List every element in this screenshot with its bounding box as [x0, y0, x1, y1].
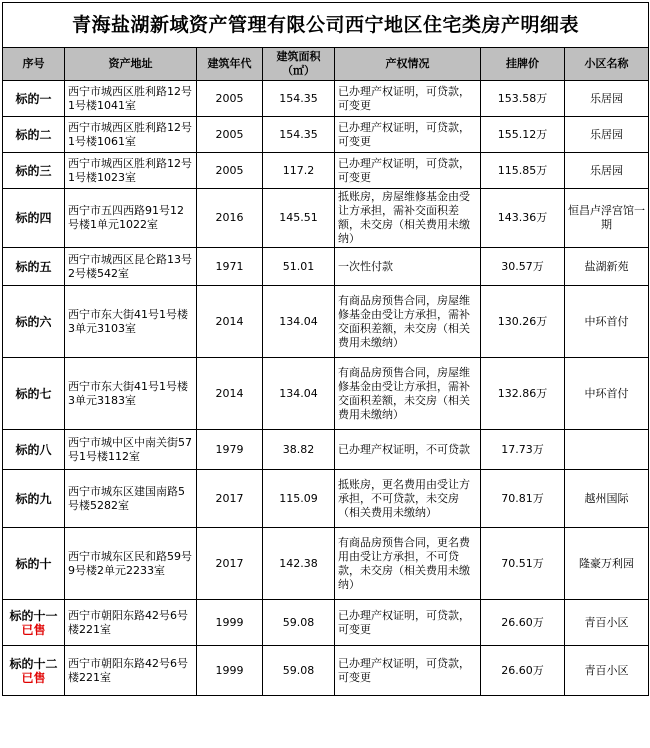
table-row: [3, 430, 649, 470]
row-number: [3, 117, 65, 153]
row-rights: 一次性付款: [335, 248, 481, 286]
row-rights: 已办理产权证明，可贷款，可变更: [335, 600, 481, 646]
row-price: 132.86万: [481, 358, 565, 430]
table-row: [3, 600, 649, 646]
header-community: 小区名称: [565, 48, 649, 81]
row-rights: 有商品房预售合同，房屋维修基金由受让方承担，需补交面积差额，未交房（相关费用未缴纳）: [335, 358, 481, 430]
row-community: 恒昌卢浮宫馆一期: [565, 189, 649, 248]
property-table: [2, 2, 649, 696]
row-price: 70.51万: [481, 528, 565, 600]
row-area: 142.38: [263, 528, 335, 600]
row-number: [3, 430, 65, 470]
header-address: 资产地址: [65, 48, 197, 81]
row-number: [3, 286, 65, 358]
row-year: 1979: [197, 430, 263, 470]
table-row: [3, 470, 649, 528]
row-area: 154.35: [263, 117, 335, 153]
table-row: [3, 286, 649, 358]
row-number-label: 标的六: [15, 314, 52, 329]
table-row: [3, 528, 649, 600]
header-price: 挂牌价: [481, 48, 565, 81]
row-price: 30.57万: [481, 248, 565, 286]
row-year: 2005: [197, 81, 263, 117]
row-address: 西宁市城东区建国南路5号楼5282室: [65, 470, 197, 528]
row-price: 153.58万: [481, 81, 565, 117]
row-number-label: 标的九: [15, 491, 52, 506]
row-year: 1971: [197, 248, 263, 286]
table-body: [3, 81, 649, 696]
table-row: [3, 153, 649, 189]
row-rights: 抵账房，房屋维修基金由受让方承担，需补交面积差额，未交房（相关费用未缴纳）: [335, 189, 481, 248]
row-rights: 已办理产权证明，不可贷款: [335, 430, 481, 470]
row-address: 西宁市东大街41号1号楼3单元3103室: [65, 286, 197, 358]
row-area: 51.01: [263, 248, 335, 286]
header-area-unit: （㎡）: [282, 64, 315, 77]
row-number-label: 标的一: [15, 91, 52, 106]
row-year: 1999: [197, 646, 263, 696]
row-community: [565, 430, 649, 470]
header-area: [263, 48, 335, 81]
row-address: 西宁市城西区胜利路12号1号楼1023室: [65, 153, 197, 189]
row-area: 115.09: [263, 470, 335, 528]
header-row: [3, 48, 649, 81]
row-area: 154.35: [263, 81, 335, 117]
row-rights: 已办理产权证明，可贷款，可变更: [335, 117, 481, 153]
table-row: [3, 646, 649, 696]
row-number-label: 标的十二: [9, 656, 58, 671]
header-area-label: 建筑面积: [276, 50, 321, 63]
row-community: 中环首付: [565, 358, 649, 430]
table-row: [3, 81, 649, 117]
row-community: 隆豪万利园: [565, 528, 649, 600]
row-number: [3, 81, 65, 117]
row-year: 2017: [197, 470, 263, 528]
row-community: 盐湖新苑: [565, 248, 649, 286]
row-rights: 已办理产权证明，可贷款，可变更: [335, 153, 481, 189]
row-number-label: 标的七: [15, 386, 52, 401]
row-number: [3, 189, 65, 248]
header-year: 建筑年代: [197, 48, 263, 81]
row-community: 青百小区: [565, 600, 649, 646]
header-rights: 产权情况: [335, 48, 481, 81]
row-price: 143.36万: [481, 189, 565, 248]
row-area: 134.04: [263, 358, 335, 430]
row-number: [3, 528, 65, 600]
row-address: 西宁市朝阳东路42号6号楼221室: [65, 600, 197, 646]
row-address: 西宁市城中区中南关街57号1号楼112室: [65, 430, 197, 470]
row-price: 26.60万: [481, 646, 565, 696]
row-community: 越州国际: [565, 470, 649, 528]
row-price: 130.26万: [481, 286, 565, 358]
row-number-label: 标的十一: [9, 608, 58, 623]
row-area: 38.82: [263, 430, 335, 470]
row-number-label: 标的五: [15, 259, 52, 274]
row-year: 2014: [197, 358, 263, 430]
row-number: [3, 646, 65, 696]
row-number-label: 标的三: [15, 163, 52, 178]
header-no: 序号: [3, 48, 65, 81]
row-year: 2005: [197, 153, 263, 189]
row-community: 乐居园: [565, 153, 649, 189]
row-address: 西宁市城西区胜利路12号1号楼1061室: [65, 117, 197, 153]
row-price: 70.81万: [481, 470, 565, 528]
row-community: 乐居园: [565, 117, 649, 153]
row-number-label: 标的四: [15, 211, 52, 225]
row-address: 西宁市五四西路91号12号楼1单元1022室: [65, 189, 197, 248]
row-rights: 已办理产权证明，可贷款，可变更: [335, 646, 481, 696]
row-address: 西宁市城东区民和路59号9号楼2单元2233室: [65, 528, 197, 600]
row-address: 西宁市城西区胜利路12号1号楼1041室: [65, 81, 197, 117]
table-row: [3, 248, 649, 286]
row-year: 2014: [197, 286, 263, 358]
page-title: 青海盐湖新域资产管理有限公司西宁地区住宅类房产明细表: [3, 3, 649, 48]
row-area: 59.08: [263, 600, 335, 646]
row-address: 西宁市城西区昆仑路13号2号楼542室: [65, 248, 197, 286]
row-number-label: 标的十: [15, 556, 52, 571]
row-rights: 抵账房，更名费用由受让方承担，不可贷款，未交房（相关费用未缴纳）: [335, 470, 481, 528]
row-number: [3, 248, 65, 286]
row-year: 2005: [197, 117, 263, 153]
row-address: 西宁市东大街41号1号楼3单元3183室: [65, 358, 197, 430]
row-price: 155.12万: [481, 117, 565, 153]
property-sheet: [2, 2, 648, 744]
row-number: [3, 470, 65, 528]
table-row: [3, 189, 649, 248]
row-year: 1999: [197, 600, 263, 646]
row-price: 17.73万: [481, 430, 565, 470]
row-year: 2017: [197, 528, 263, 600]
row-year: 2016: [197, 189, 263, 248]
row-address: 西宁市朝阳东路42号6号楼221室: [65, 646, 197, 696]
row-community: 青百小区: [565, 646, 649, 696]
row-area: 145.51: [263, 189, 335, 248]
row-area: 117.2: [263, 153, 335, 189]
table-row: [3, 358, 649, 430]
sold-badge: 已售: [21, 622, 46, 637]
row-number: [3, 600, 65, 646]
row-number-label: 标的二: [15, 127, 52, 142]
row-number-label: 标的八: [15, 442, 52, 457]
row-area: 59.08: [263, 646, 335, 696]
row-area: 134.04: [263, 286, 335, 358]
sold-badge: 已售: [21, 670, 46, 685]
row-rights: 有商品房预售合同，更名费用由受让方承担，不可贷款，未交房（相关费用未缴纳）: [335, 528, 481, 600]
row-number: [3, 358, 65, 430]
row-number: [3, 153, 65, 189]
row-price: 26.60万: [481, 600, 565, 646]
row-community: 中环首付: [565, 286, 649, 358]
row-rights: 有商品房预售合同，房屋维修基金由受让方承担，需补交面积差额，未交房（相关费用未缴纳）: [335, 286, 481, 358]
row-rights: 已办理产权证明，可贷款，可变更: [335, 81, 481, 117]
row-price: 115.85万: [481, 153, 565, 189]
row-community: 乐居园: [565, 81, 649, 117]
table-row: [3, 117, 649, 153]
